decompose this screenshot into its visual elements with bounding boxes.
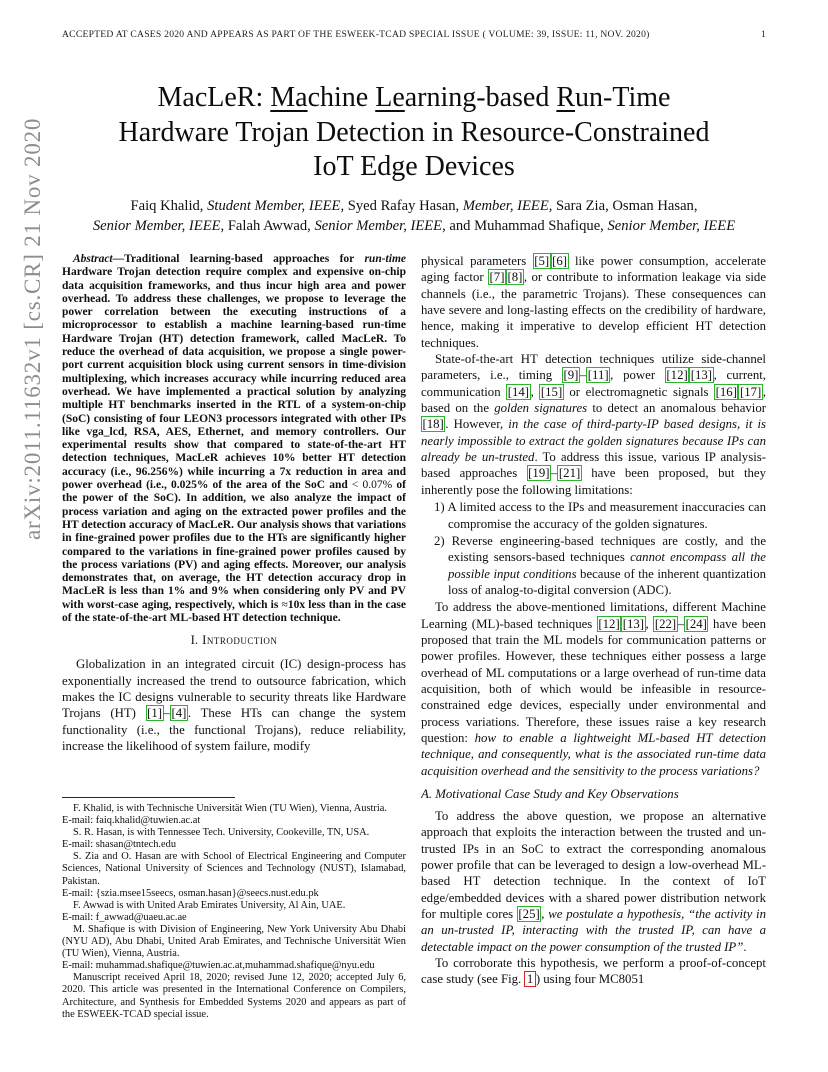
paper-page: ACCEPTED AT CASES 2020 AND APPEARS AS PART OF THE ESWEEK-TCAD SPECIAL ISSUE ( VOLUME: 39, ISSUE: 11, NOV. 2020) 1 arXiv:2011.11632v1 [cs.CR] 21 Nov 2020 MacLeR: Machine Learning-based Run-Time Hardware Trojan Detection in Resource-Constrained IoT Edge Devices Faiq Khalid, Student Member, IEEE, Syed Rafay Hasan, Member, IEEE, Sara Zia, Osman Hasan, Senior Member, IEEE, Falah Awwad, Senior Member, IEEE, and Muhammad Shafique, Senior Member, IEEE Abstract—Traditional learning-based approaches for run-time Hardware Trojan detection require complex and expensive on-chip data acquisition frameworks, and thus incur high area and power overhead. To address these challenges, we propose to leverage the power correlation between the executing instructions of a microprocessor to establish a machine learning-based run-time Hardware Trojan (HT) detection framework, called MacLeR. To reduce the overhead of data acquisition, we propose a single power-port current acquisition block using current sensors in time-division multiplexing, which increases accuracy while incurring reduced area overhead. We have implemented a practical solution by analyzing multiple HT benchmarks inserted in the RTL of a system-on-chip (SoC) consisting of four LEON3 processors integrated with other IPs like vga_lcd, RSA, AES, Ethernet, and memory controllers. Our experimental results show that compared to state-of-the-art HT detection techniques, MacLeR achieves 10% better HT detection accuracy (i.e., 96.256%) while incurring a 7x reduction in area and power overhead (i.e., 0.025% of the area of the SoC and < 0.07% of the power of the SoC). In addition, we also analyze the impact of process variation and aging on the extracted power profiles and the HT detection accuracy of MacLeR. Our analysis shows that variations in fine-grained power profiles due to the HTs are significantly higher compared to the variations in fine-grained power profiles caused by the process variations (PV) and aging effects. Moreover, our analysis demonstrates that, on average, the HT detection accuracy drop in MacLeR is less than 1% and 9% when considering only PV and PV with worst-case aging, respectively, which is ≈10x less than in the case of the state-of-the-art ML-based HT detection technique. I. Introduction Globalization in an integrated circuit (IC) design-process has exponentially increased the trend to outsource fabrication, which makes the IC designs vulnerable to security threats like Hardware Trojans (HT) [1] – [4] . These HTs can change the system functionality (i.e., the functional Trojans), reduce reliability, increase the likelihood of system failure, modify F. Khalid, is with Technische Universität Wien (TU Wien), Vienna, Austria. E-mail: faiq.khalid@tuwien.ac.at S. R. Hasan, is with Tennessee Tech. University, Cookeville, TN, USA. E-mail: shasan@tntech.edu S. Zia and O. Hasan are with School of Electrical Engineering and Computer Sciences, National University of Sciences and Technology (NUST), Islamabad, Pakistan. E-mail: {szia.msee15seecs, osman.hasan}@seecs.nust.edu.pk F. Awwad is with United Arab Emirates University, Al Ain, UAE. E-mail: f_awwad@uaeu.ac.ae M. Shafique is with Division of Engineering, New York University Abu Dhabi (NYU AD), Abu Dhabi, United Arab Emirates, and Technische Universität Wien (TU Wien), Vienna, Austria. E-mail: muhammad.shafique@tuwien.ac.at,muhammad.shafique@nyu.edu Manuscript received April 18, 2020; revised June 12, 2020; accepted July 6, 2020. This article was presented in the International Conference on Compilers, Architecture, and Synthesis for Embedded Systems 2020 and appears as part of the ESWEEK-TCAD special issue. physical parameters [5] [6] like power consumption, accelerate aging factor [7] [8] , or contribute to information leakage via side channels (i.e., the parametric Trojans). These consequences can have severe and long-lasting effects on the credibility of hardware, hence, making it imperative to develop efficient HT detection techniques. State-of-the-art HT detection techniques utilize side-channel parameters, i.e., timing [9] – [11] , power [12] [13] , current, communication [14] , [15] or electromagnetic signals [16] [17] , based on the golden signatures to detect an anomalous behavior [18] . However, in the case of third-party-IP based designs, it is nearly impossible to extract the golden signatures because IPs can already be un-trusted. To address this issue, various IP analysis-based approaches [19] – [21] have been proposed, but they inherently pose the following limitations: 1) A limited access to the IPs and measurement inaccuracies can compromise the accuracy of the golden signatures. 2) Reverse engineering-based techniques are costly, and the existing sensors-based techniques cannot encompass all the possible input conditions because of the inherent quantization loss of analog-to-digital conversion (ADC). To address the above-mentioned limitations, different Machine Learning (ML)-based techniques [12] [13] , [22] – [24] have been proposed that train the ML models for communication patterns or power profiles. However, these techniques either possess a large overhead of ML computations or a large overhead of run-time data acquisition, both of which would be infeasible in resource-constrained edge devices, especially under environmental and process variations. Therefore, these issues raise a key research question: how to enable a lightweight ML-based HT detection technique, and consequently, what is the associated run-time data acquisition overhead and the sensitivity to the process variations? A. Motivational Case Study and Key Observations To address the above question, we propose an alternative approach that exploits the interaction between the trusted and un-trusted IPs in an SoC to extract the corresponding anomalous power profile that can be leveraged to design a low-overhead ML-based HT detection technique. In the context of IoT edge/embedded devices with a shared power distribution network for multiple cores [25] , we postulate a hypothesis, “the activity in an un-trusted IP, interacting with the trusted IP, can have a detectable impact on the power consumption of the trusted IP”. To corroborate this hypothesis, we perform a proof-of-concept case study (see Fig. 1 ) using four MC8051 [0,0,828,1072]
footnote-line: Manuscript received April 18, 2020; revised June 12, 2020; accepted July 6, 2020. This article was presented in the International Conference on Compilers, Architecture, and Synthesis for Embedded Systems 2020 and appears as part of the ESWEEK-TCAD special issue. [62,972,406,1020]
text-segment: – [163,706,170,721]
text-segment: – [551,466,558,481]
header-note: ACCEPTED AT CASES 2020 AND APPEARS AS PART OF THE ESWEEK-TCAD SPECIAL ISSUE ( VOLUME: 39, ISSUE: 11, NOV. 2020) [62,29,650,40]
text-segment: . However, [445,417,509,432]
footnote-line: E-mail: shasan@tntech.edu [62,839,177,851]
text-segment: To address the above-mentioned limitations, different Machine Learning (ML)-based techniques [421,600,766,631]
text-segment: , [645,616,654,631]
text-segment: State-of-the-art HT detection techniques utilize side-channel parameters, i.e., timing [421,352,766,383]
paragraph-ml-techniques [421,599,766,779]
citation-link[interactable]: [17] [739,384,762,399]
text-segment: like power consumption, accelerate aging factor [421,254,766,285]
text-segment: , current, communication [421,368,766,399]
text-segment: 10x less than in the case of the state-of-the-art ML-based HT detection technique. [62,598,406,625]
citation-link[interactable]: [18] [422,417,444,432]
text-segment: of the power of the SoC). In addition, we also analyze the impact of process variation and aging on the extracted power profiles and the HT detection accuracy of MacLeR. Our analysis shows that variations in fine-grained power profiles due to the HTs are significantly higher compared to the variations in fine-grained power profiles caused by the process variations (PV) and aging effects. Moreover, our analysis demonstrates that, on average, the HT detection accuracy drop in MacLeR is less than 1% and 9% when considering only PV and PV with worst-case aging, respectively, which is [62,479,406,611]
title-line-3 [62,150,766,185]
text-segment: physical parameters [421,254,533,268]
text-segment: Senior Member, IEEE, [314,218,446,234]
text-segment: run-time [364,253,406,265]
section-title: Introduction [202,633,278,648]
text-segment: in the case of third-party-IP based designs, it is nearly impossible to extract the golden signatures because IPs can already be un-trusted [421,417,766,465]
footnote-line: M. Shafique is with Division of Engineering, New York University Abu Dhabi (NYU AD), Abu Dhabi, United Arab Emirates, and Technische Universität Wien (TU Wien), Vienna, Austria. [62,923,406,960]
paragraph-case-study [421,808,766,955]
footnotes-block [62,803,406,1021]
citation-link[interactable]: [19] [528,466,550,481]
abstract [62,253,406,625]
text-segment: un-Time [575,82,671,113]
text-segment: Ma [270,82,308,113]
citation-link[interactable]: [22] [654,616,677,631]
text-segment: . [743,939,747,954]
text-segment: to detect an anomalous behavior [587,401,766,416]
figure-reference-link[interactable]: 1 [524,971,535,987]
citation-link[interactable]: [16] [715,384,737,399]
title-line-1 [62,81,766,116]
text-segment: – [677,616,685,631]
citation-link[interactable]: [9] [563,368,579,383]
right-column [421,253,766,1015]
author-line-1 [40,196,788,216]
citation-link[interactable]: [25] [518,907,540,922]
citation-link[interactable]: [13] [622,616,645,631]
paragraph-hypothesis [421,955,766,988]
text-segment: Globalization in an integrated circuit (IC) design-process has exponentially increased the trend to outsource fabrication, which makes the IC designs vulnerable to security threats like Hardware Trojans (HT) [62,657,406,721]
text-segment: To address the above question, we propose an alternative approach that exploits the interaction between the trusted and un-trusted IPs in an SoC to extract the corresponding anomalous power profile that can be leveraged to design a low-overhead ML-based HT detection technique. In the context of IoT edge/embedded devices with a shared power distribution network for multiple cores [421,809,766,922]
footnote-line: S. R. Hasan, is with Tennessee Tech. University, Cookeville, TN, USA. [73,827,370,839]
text-segment: cannot encompass all the possible input conditions [448,550,766,581]
citation-link[interactable]: [24] [685,616,707,631]
text-segment: 2) Reverse engineering-based techniques are costly, and the existing sensors-based techniques [434,533,766,565]
text-segment: , power [610,368,665,383]
text-segment: Senior Member, IEEE, [92,218,225,234]
text-segment: , or contribute to information leakage via side channels (i.e., the parametric Trojans). These consequences can have severe and long-lasting effects on the credibility of hardware, hence, making it imperative to develop efficient HT detection techniques. [421,270,766,350]
citation-link[interactable]: [6] [552,254,568,268]
footnote-line: E-mail: {szia.msee15seecs, osman.hasan}@seecs.nust.edu.pk [62,887,319,899]
text-segment: Member, IEEE, [462,198,553,214]
text-segment: or electromagnetic signals [563,384,715,399]
text-segment: IoT Edge Devices [313,151,515,182]
subsection-heading-motivational: A. Motivational Case Study and Key Observations [421,787,679,801]
citation-link[interactable]: [12] [598,616,620,631]
text-segment: MacLeR: [157,82,271,113]
citation-link[interactable]: [14] [507,384,530,399]
title-line-2 [62,116,766,151]
author-line-2 [40,216,788,236]
paragraph-state-of-the-art [421,351,766,498]
text-segment: Syed Rafay Hasan, [344,198,463,214]
text-segment: have been proposed, but they inherently pose the following limitations: [421,466,766,497]
limitation-item-1 [421,499,766,532]
footnote-line: S. Zia and O. Hasan are with School of Electrical Engineering and Computer Sciences, National University of Sciences and Technology (NUST), Islamabad, Pakistan. [62,851,406,887]
text-segment: we postulate a hypothesis, “the activity in an un-trusted IP, interacting with the trusted IP, can have a detectable impact on the power consumption of the trusted IP” [421,907,766,954]
footnote-line: E-mail: faiq.khalid@tuwien.ac.at [62,815,201,827]
text-segment: – [579,368,587,383]
citation-link[interactable]: [15] [540,384,563,399]
text-segment: Faiq Khalid, [130,198,208,214]
text-segment: , based on the [421,384,766,416]
footnote-line: E-mail: muhammad.shafique@tuwien.ac.at,muhammad.shafique@nyu.edu [62,960,375,972]
citation-link[interactable]: [5] [534,254,550,268]
footnote-line: E-mail: f_awwad@uaeu.ac.ae [62,911,187,923]
text-segment: , [530,384,540,399]
text-segment: R [556,82,576,113]
citation-link[interactable]: [4] [171,706,187,721]
text-segment: ≈ [281,598,288,611]
limitation-item-2 [421,533,766,598]
text-segment: Hardware Trojan detection require complex and expensive on-chip data acquisition frameworks, and thus incur high area and power overhead. To address these challenges, we propose to leverage the power correlation between the executing instructions of a microprocessor to establish a machine learning-based run-time Hardware Trojan (HT) detection framework, called MacLeR. To reduce the overhead of data acquisition, we propose a single power-port current acquisition block using current sensors in time-division multiplexing, which increases accuracy while incurring reduced area overhead. We have implemented a practical solution by analyzing multiple HT benchmarks inserted in the RTL of a system-on-chip (SoC) consisting of four LEON3 processors integrated with other IPs like vga_lcd, RSA, AES, Ethernet, and memory controllers. Our experimental results show that compared to state-of-the-art HT detection techniques, MacLeR achieves 10% better HT detection accuracy (i.e., 96.256%) while incurring a 7x reduction in area and power overhead (i.e., 0.025% of the area of the SoC and [62,266,406,492]
text-segment: Le [375,82,405,113]
citation-link[interactable]: [13] [690,368,713,383]
text-segment: —Traditional learning-based approaches for [112,253,365,265]
footnote-rule [62,797,235,798]
text-segment: , [541,907,549,922]
text-segment: chine [307,82,376,113]
page-number: 1 [760,29,766,40]
text-segment: Senior Member, IEEE [607,218,736,234]
text-segment: Abstract [73,253,113,265]
footnote-line: F. Awwad is with United Arab Emirates University, Al Ain, UAE. [73,899,346,911]
intro-paragraph [62,656,406,754]
citation-link[interactable]: [1] [147,706,163,721]
citation-link[interactable]: [12] [666,368,688,383]
text-segment: ) using four MC8051 [535,972,645,987]
text-segment: have been proposed that train the ML models for communication patterns or power profiles. However, these techniques either possess a large overhead of ML computations or a large overhead of run-time data acquisition, both of which would be infeasible in resource-constrained edge devices, especially under environmental and process variations. Therefore, these issues raise a key research question: [421,616,766,745]
citation-link[interactable]: [7] [489,270,505,285]
footnote-line: F. Khalid, is with Technische Universität Wien (TU Wien), Vienna, Austria. [73,803,387,814]
text-segment: To corroborate this hypothesis, we perform a proof-of-concept case study (see Fig. [421,956,766,987]
author-list [40,196,788,236]
text-segment: Hardware Trojan Detection in Resource-Constrained [118,116,710,148]
citation-link[interactable]: [11] [587,368,609,383]
citation-link[interactable]: [21] [558,466,581,481]
text-segment: Student Member, IEEE, [207,198,345,214]
text-segment: . These HTs can change the system functionality (i.e., the functional Trojans), reduce reliability, increase the likelihood of system failure, modify [62,706,406,754]
text-segment: and Muhammad Shafique, [445,218,608,234]
text-segment: < 0.07% [351,479,393,492]
paper-title [62,81,766,185]
section-number: I. [190,633,199,648]
paragraph-continuation [421,253,766,351]
text-segment: because of the inherent quantization loss of analog-to-digital conversion (ADC). [448,566,766,597]
left-column [62,253,406,794]
section-heading-introduction [62,633,406,648]
text-segment: . To address this issue, various IP analysis-based approaches [421,450,766,481]
text-segment: Falah Awwad, [224,218,315,234]
citation-link[interactable]: [8] [507,270,523,285]
text-segment: golden signatures [494,401,588,416]
text-segment: arning-based [404,82,557,113]
text-segment: Sara Zia, Osman Hasan, [552,198,698,214]
page-header [62,29,766,40]
text-segment: 1) A limited access to the IPs and measurement inaccuracies can compromise the accuracy of the golden signatures. [434,500,766,531]
text-segment: how to enable a lightweight ML-based HT detection technique, and consequently, what is the associated run-time data acquisition overhead and the sensitivity to the process variations? [421,730,766,778]
